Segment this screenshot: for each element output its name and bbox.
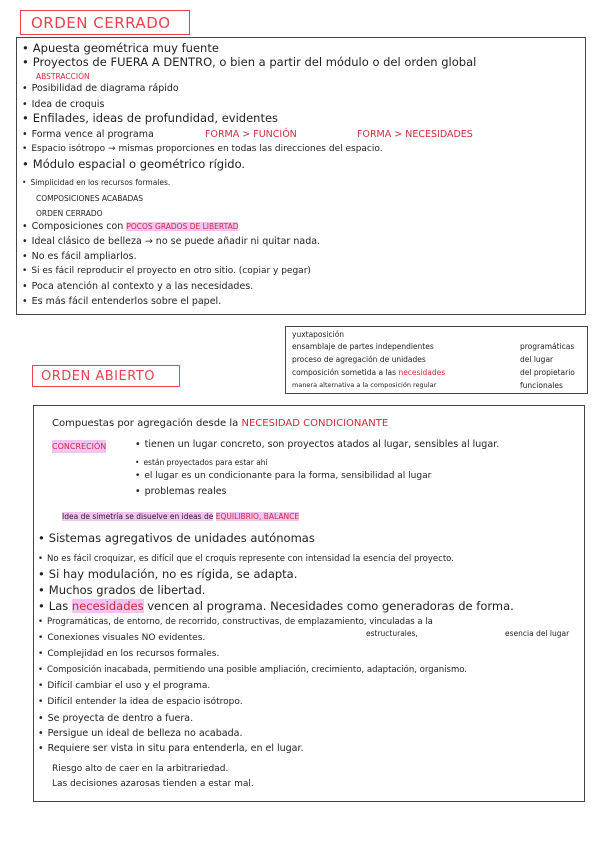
note-line: ensamblaje de partes independientes: [292, 342, 434, 351]
list-item: • Si es fácil reproducir el proyecto en otro sitio. (copiar y pegar): [22, 265, 311, 278]
list-item: • Difícil entender la idea de espacio isótropo.: [38, 696, 243, 709]
symmetry-line: Idea de simetría se disuelve en ideas de EQUILIBRIO, BALANCE: [62, 512, 300, 521]
note-side: programáticas: [520, 342, 575, 351]
continuation-text: estructurales,: [366, 629, 418, 638]
list-item: • problemas reales: [135, 485, 227, 498]
list-item: • Composiciones con POCOS GRADOS DE LIBERTAD: [22, 220, 238, 233]
note-side: funcionales: [520, 381, 563, 390]
list-item: • tienen un lugar concreto, son proyectos atados al lugar, sensibles al lugar.: [135, 438, 499, 451]
emphasis-text: FORMA > FUNCIÓN: [205, 129, 297, 140]
closing-line: Riesgo alto de caer en la arbitrariedad.: [52, 764, 229, 774]
list-item: • Requiere ser vista in situ para entenderla, en el lugar.: [38, 742, 304, 755]
list-item: • están proyectados para estar ahí: [135, 456, 268, 469]
section-title-orden-cerrado: ORDEN CERRADO: [20, 10, 190, 35]
list-item: • Idea de croquis: [22, 98, 104, 111]
list-item: COMPOSICIONES ACABADAS: [36, 194, 144, 203]
emphasis-text: NECESIDAD CONDICIONANTE: [241, 418, 389, 429]
list-item: • Composición inacabada, permitiendo una posible ampliación, crecimiento, adaptación, organismo.: [38, 664, 467, 677]
highlight: EQUILIBRIO, BALANCE: [215, 512, 300, 521]
list-item: • Es más fácil entenderlos sobre el papel.: [22, 295, 221, 308]
list-item: • Persigue un ideal de belleza no acabada.: [38, 727, 242, 740]
list-item: • Apuesta geométrica muy fuente: [22, 42, 219, 55]
concrecion-label: CONCRECIÓN: [52, 442, 107, 451]
list-item: • Simplicidad en los recursos formales.: [22, 176, 170, 189]
note-highlight: necesidades: [398, 368, 446, 377]
list-item: • Enfilades, ideas de profundidad, evidentes: [22, 112, 278, 125]
list-item: • No es fácil ampliarlos.: [22, 250, 137, 263]
list-item: • Posibilidad de diagrama rápido: [22, 82, 179, 95]
list-item: • Ideal clásico de belleza → no se puede añadir ni quitar nada.: [22, 235, 320, 248]
list-item: • Muchos grados de libertad.: [38, 584, 205, 597]
list-item: • Espacio isótropo → mismas proporciones en todas las direcciones del espacio.: [22, 143, 383, 156]
list-item: • el lugar es un condicionante para la forma, sensibilidad al lugar: [135, 470, 431, 483]
list-item: • Módulo espacial o geométrico rígido.: [22, 158, 245, 171]
highlight: POCOS GRADOS DE LIBERTAD: [126, 222, 239, 231]
section-title-orden-abierto: ORDEN ABIERTO: [32, 365, 180, 387]
emphasis-text: FORMA > NECESIDADES: [357, 129, 473, 140]
intro-line: Compuestas por agregación desde la NECESIDAD CONDICIONANTE: [52, 418, 389, 429]
list-item: • Conexiones visuales NO evidentes.: [38, 632, 205, 645]
highlight: necesidades: [71, 599, 144, 613]
note-line: composición sometida a las necesidades: [292, 368, 446, 377]
list-item: • Proyectos de FUERA A DENTRO, o bien a partir del módulo o del orden global: [22, 56, 476, 69]
note-line: yuxtaposición: [292, 330, 345, 339]
list-item: ABSTRACCIÓN: [36, 72, 90, 81]
list-item: • Difícil cambiar el uso y el programa.: [38, 680, 210, 693]
note-line: proceso de agregación de unidades: [292, 355, 426, 364]
closing-line: Las decisiones azarosas tienden a estar mal.: [52, 779, 254, 789]
note-side: del lugar: [520, 355, 554, 364]
list-item: • Complejidad en los recursos formales.: [38, 648, 219, 661]
list-item: • Sistemas agregativos de unidades autónomas: [38, 532, 315, 545]
continuation-text: esencia del lugar: [505, 629, 570, 638]
note-side: del propietario: [520, 368, 575, 377]
list-item: • No es fácil croquizar, es difícil que el croquis represente con intensidad la esencia del proyecto.: [38, 553, 454, 566]
note-line: manera alternativa a la composición regular: [292, 381, 437, 389]
list-item: • Las necesidades vencen al programa. Necesidades como generadoras de forma.: [38, 600, 514, 613]
list-item: • Programáticas, de entorno, de recorrido, constructivas, de emplazamiento, vinculadas a la: [38, 616, 433, 629]
list-item: • Se proyecta de dentro a fuera.: [38, 712, 193, 725]
list-item: • Forma vence al programa: [22, 128, 154, 141]
list-item: • Si hay modulación, no es rígida, se adapta.: [38, 568, 297, 581]
list-item: • Poca atención al contexto y a las necesidades.: [22, 280, 253, 293]
list-item: ORDEN CERRADO: [36, 209, 103, 218]
